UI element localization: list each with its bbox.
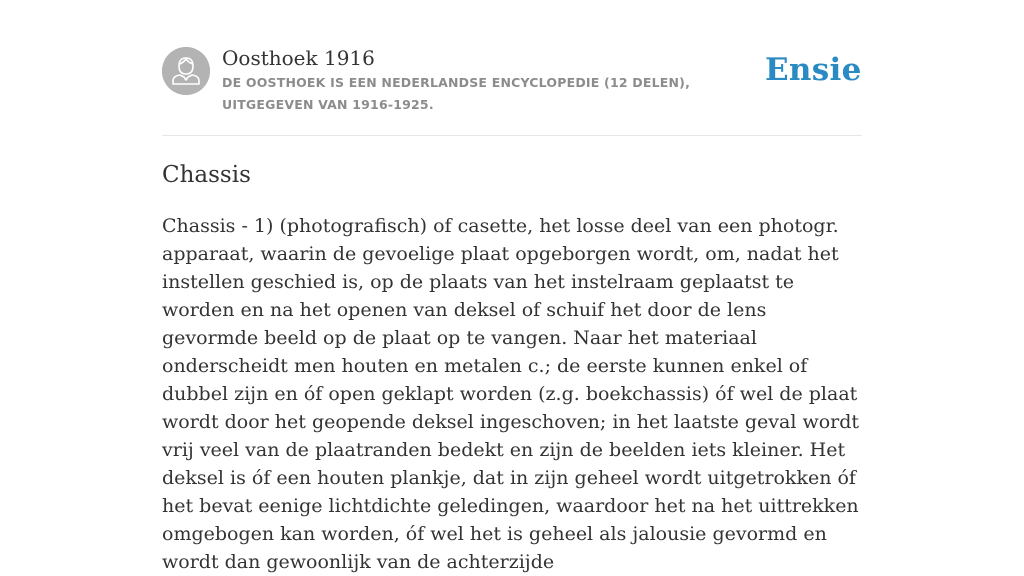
brand-logo[interactable]: Ensie <box>765 52 862 88</box>
source-header <box>162 0 862 136</box>
article-title: Chassis <box>162 162 251 188</box>
source-info <box>222 44 762 116</box>
content-container <box>162 0 862 573</box>
article-body: Chassis - 1) (photografisch) of casette, het losse deel van een photogr. apparaat, waarin de gevoelige plaat opgeborgen wordt, om, nadat het instellen geschied is, op de plaats van het instelraam geplaatst te worden en na het openen van deksel of schuif het door de lens gevormde beeld op de plaat op te vangen. Naar het materiaal onderscheidt men houten en metalen c.; de eerste kunnen enkel of dubbel zijn en óf open geklapt worden (z.g. boekchassis) óf wel de plaat wordt door het geopende deksel ingeschoven; in het laatste geval wordt vrij veel van de plaatranden bedekt en zijn de beelden iets kleiner. Het deksel is óf een houten plankje, dat in zijn geheel wordt uitgetrokken óf het bevat eenige lichtdichte geledingen, waardoor het na het uittrekken omgebogen kan worden, óf wel het is geheel als jalousie gevormd en wordt dan gewoonlijk van de achterzijde <box>162 215 860 573</box>
source-description: DE OOSTHOEK IS EEN NEDERLANDSE ENCYCLOPEDIE (12 DELEN), UITGEGEVEN VAN 1916-1925. <box>222 75 691 112</box>
user-avatar-icon[interactable] <box>162 47 210 95</box>
source-title[interactable]: Oosthoek 1916 <box>222 46 375 70</box>
